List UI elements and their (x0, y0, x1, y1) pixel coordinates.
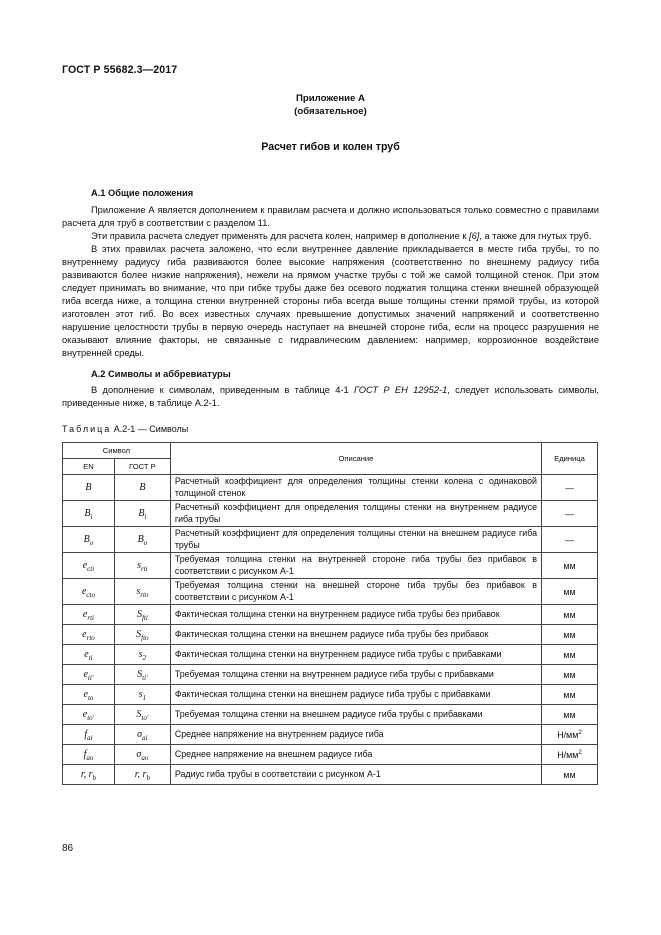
table-row (63, 665, 598, 685)
symbol-cell (114, 745, 170, 765)
unit: мм (563, 669, 576, 680)
symbol-subscript: b (92, 774, 97, 782)
table-row (63, 625, 598, 645)
symbol-cell (63, 705, 115, 725)
symbol: e (81, 586, 87, 597)
symbol: s (138, 689, 143, 700)
table-row (63, 685, 598, 705)
header-symbol: Символ (63, 443, 171, 459)
symbol: S (136, 609, 142, 620)
unit: — (565, 482, 574, 493)
symbol-cell (114, 475, 170, 501)
description-cell: Расчетный коэффициент для определения толщины стенки колена с одинаковой толщиной стенок (170, 475, 541, 501)
symbol-cell (63, 645, 115, 665)
symbol-cell (114, 685, 170, 705)
unit: мм (563, 629, 576, 640)
unit: — (565, 508, 574, 519)
caption-label: Таблица (62, 424, 112, 434)
unit: мм (563, 689, 576, 700)
table-row (63, 765, 598, 785)
appendix-title: Приложение А (296, 93, 365, 104)
table-row (63, 501, 598, 527)
symbol-subscript: ao (86, 754, 94, 762)
symbol-subscript: cti (87, 565, 95, 573)
description-cell: Требуемая толщина стенки на внутреннем радиусе гиба трубы с прибавками (170, 665, 541, 685)
description-cell: Среднее напряжение на внутреннем радиусе гиба (170, 725, 541, 745)
text: , следует использовать символы, приведенные ниже, в таблице А.2-1. (62, 385, 599, 408)
paragraph (62, 384, 599, 410)
symbol-cell (63, 501, 115, 527)
description-cell: Требуемая толщина стенки на внутренней стороне гиба трубы без прибавок в соответствии с рисунком А-1 (170, 553, 541, 579)
symbol-cell (63, 625, 115, 645)
symbol-subscript: i (144, 513, 147, 521)
symbol: B (138, 508, 145, 519)
text: В дополнение к символам, приведенным в таблице 4-1 (91, 385, 354, 395)
symbol-subscript: rti (87, 614, 94, 622)
symbol-subscript: ti' (87, 674, 94, 682)
table-body (63, 475, 598, 785)
symbol-cell (114, 645, 170, 665)
symbol-cell (114, 579, 170, 605)
symbol-subscript: to' (87, 714, 95, 722)
section-a2-text (62, 384, 599, 410)
unit-cell (542, 553, 598, 579)
unit-superscript: 2 (578, 728, 582, 736)
symbol: s (138, 649, 143, 660)
symbol: s (137, 560, 141, 571)
unit-cell (542, 765, 598, 785)
symbol-subscript: to (87, 694, 94, 702)
table-row (63, 705, 598, 725)
symbol-cell (63, 745, 115, 765)
symbol: e (82, 629, 87, 640)
symbol-subscript: i (90, 513, 93, 521)
unit: — (565, 534, 574, 545)
symbol-subscript: o (143, 539, 148, 547)
description-cell: Расчетный коэффициент для определения толщины стенки на внешнем радиусе гиба трубы (170, 527, 541, 553)
symbol: e (83, 689, 88, 700)
symbol-cell (114, 625, 170, 645)
symbol-cell (63, 765, 115, 785)
symbol: s (136, 586, 141, 597)
table-row (63, 579, 598, 605)
unit-cell (542, 501, 598, 527)
symbol-subscript: 2 (142, 654, 147, 662)
text: Эти правила расчета следует применять для расчета колен, например в дополнение к (91, 231, 470, 241)
symbol: B (85, 482, 92, 493)
symbol: S (136, 629, 142, 640)
symbol-cell (63, 553, 115, 579)
symbol: r, r (80, 769, 93, 780)
symbol-subscript: o (89, 539, 94, 547)
table-row (63, 645, 598, 665)
header-unit: Единица (542, 443, 598, 475)
text: , а также для гнутых труб. (479, 231, 592, 241)
symbol: e (82, 709, 88, 720)
unit-cell (542, 605, 598, 625)
symbol-cell (63, 685, 115, 705)
symbol-subscript: ti' (142, 674, 148, 682)
symbol: B (83, 534, 90, 545)
description-cell: Радиус гиба трубы в соответствии с рисунком А-1 (170, 765, 541, 785)
symbol: r, r (134, 769, 147, 780)
description-cell: Фактическая толщина стенки на внешнем радиусе гиба трубы без прибавок (170, 625, 541, 645)
symbol: S (137, 669, 143, 680)
section-a1-text (62, 204, 599, 360)
table-row (63, 475, 598, 501)
paragraph (62, 230, 599, 243)
symbol-cell (63, 579, 115, 605)
symbol: B (139, 482, 146, 493)
paragraph: В этих правилах расчета заложено, что если внутреннее давление прикладывается в месте гиба трубы, то по внутреннему радиусу гиба развиваются более высокие напряжения (соответственно по внешнему радиусу гиба развиваются более низкие напряжения), нежели на прямом участке трубы с той же самой толщиной стенок. При этом следует принимать во внимание, что при гибке трубы даже без осевого поджатия толщина стенки внешней образующей гиба всегда ниже, а толщина стенки внутренней стороны гиба всегда выше толщины стенки прямой трубы, из которой изготовлен этот гиб. Во всех известных случаях превышение допустимых значений напряжений и соответственно нарушение целостности трубы в первую очередь наступает на внешней стороне гиба, если на процесс разрушения не оказывают влияние факторы, не связанные с гидравлическим давлением: например, коррозионное воздействие внутренней среды. (62, 244, 599, 358)
symbol-subscript: to' (141, 714, 149, 722)
unit-cell (542, 665, 598, 685)
unit-cell (542, 527, 598, 553)
symbol-cell (63, 725, 115, 745)
symbol-cell (114, 527, 170, 553)
unit-superscript: 2 (578, 748, 582, 756)
unit: Н/мм (557, 749, 579, 760)
unit: Н/мм (557, 729, 579, 740)
unit: мм (563, 649, 576, 660)
unit-cell (542, 725, 598, 745)
table-row (63, 527, 598, 553)
symbol: f (83, 749, 87, 760)
symbol-subscript: b (146, 774, 150, 782)
symbol: e (84, 649, 89, 660)
appendix-main-title: Расчет гибов и колен труб (261, 141, 400, 153)
symbol-subscript: cto (86, 591, 95, 599)
unit-cell (542, 645, 598, 665)
unit: мм (563, 709, 576, 720)
unit-cell (542, 705, 598, 725)
description-cell: Фактическая толщина стенки на внутреннем радиусе гиба трубы с прибавками (170, 645, 541, 665)
symbol-cell (114, 605, 170, 625)
unit-cell (542, 685, 598, 705)
symbol: B (84, 508, 91, 519)
symbol-subscript: rti (141, 565, 148, 573)
paragraph: Приложение А является дополнением к правилам расчета и должно использоваться только совместно с правилами расчета для труб в соответствии с разделом 11. (62, 205, 599, 228)
symbol-cell (63, 605, 115, 625)
symbol: e (82, 560, 88, 571)
table-row (63, 553, 598, 579)
symbol-cell (63, 527, 115, 553)
unit-cell (542, 475, 598, 501)
header-gost: ГОСТ Р (114, 459, 170, 475)
symbol-cell (63, 475, 115, 501)
section-a2-heading: А.2 Символы и аббревиатуры (91, 369, 231, 379)
symbol-subscript: fto (141, 634, 149, 642)
symbol-subscript: ai (142, 734, 148, 742)
description-cell: Требуемая толщина стенки на внешней стороне гиба трубы без прибавок в соответствии с рисунком А-1 (170, 579, 541, 605)
unit: мм (563, 609, 576, 620)
symbol-cell (63, 665, 115, 685)
table-row (63, 745, 598, 765)
description-cell: Расчетный коэффициент для определения толщины стенки на внутреннем радиусе гиба трубы (170, 501, 541, 527)
description-cell: Среднее напряжение на внешнем радиусе гиба (170, 745, 541, 765)
symbol-subscript: ai (87, 734, 93, 742)
section-a1-heading: А.1 Общие положения (91, 188, 194, 198)
description-cell: Требуемая толщина стенки на внешнем радиусе гиба трубы с прибавками (170, 705, 541, 725)
symbol-cell (114, 501, 170, 527)
document-code: ГОСТ Р 55682.3—2017 (62, 64, 178, 76)
header-en: EN (63, 459, 115, 475)
symbol: S (136, 709, 142, 720)
symbol: σ (137, 729, 143, 740)
unit: мм (563, 586, 576, 597)
symbol-subscript: 1 (142, 694, 147, 702)
symbol-subscript: rto (86, 634, 95, 642)
appendix-status: (обязательное) (294, 106, 367, 117)
unit: мм (563, 769, 576, 780)
symbols-table (62, 442, 598, 785)
unit-cell (542, 745, 598, 765)
symbol-subscript: ao (141, 754, 149, 762)
symbol: f (84, 729, 88, 740)
unit-cell (542, 579, 598, 605)
reference: [6] (469, 231, 480, 241)
symbol-cell (114, 705, 170, 725)
caption-text: А.2-1 — Символы (111, 424, 189, 434)
header-description: Описание (170, 443, 541, 475)
reference: ГОСТ Р ЕН 12952-1 (354, 385, 448, 395)
symbol: B (137, 534, 144, 545)
symbol-subscript: rto (140, 591, 149, 599)
description-cell: Фактическая толщина стенки на внутреннем радиусе гиба трубы без прибавок (170, 605, 541, 625)
symbol-cell (114, 765, 170, 785)
symbol-cell (114, 725, 170, 745)
description-cell: Фактическая толщина стенки на внешнем радиусе гиба трубы с прибавками (170, 685, 541, 705)
symbol: e (82, 609, 88, 620)
symbol-cell (114, 665, 170, 685)
table-caption (62, 424, 188, 434)
symbol-subscript: fti (141, 614, 148, 622)
symbol: e (83, 669, 88, 680)
page-number: 86 (62, 843, 74, 854)
table-row (63, 605, 598, 625)
symbol: σ (136, 749, 142, 760)
table-row (63, 725, 598, 745)
unit-cell (542, 625, 598, 645)
unit: мм (563, 560, 576, 571)
symbol-subscript: ti (88, 654, 93, 662)
symbol-cell (114, 553, 170, 579)
